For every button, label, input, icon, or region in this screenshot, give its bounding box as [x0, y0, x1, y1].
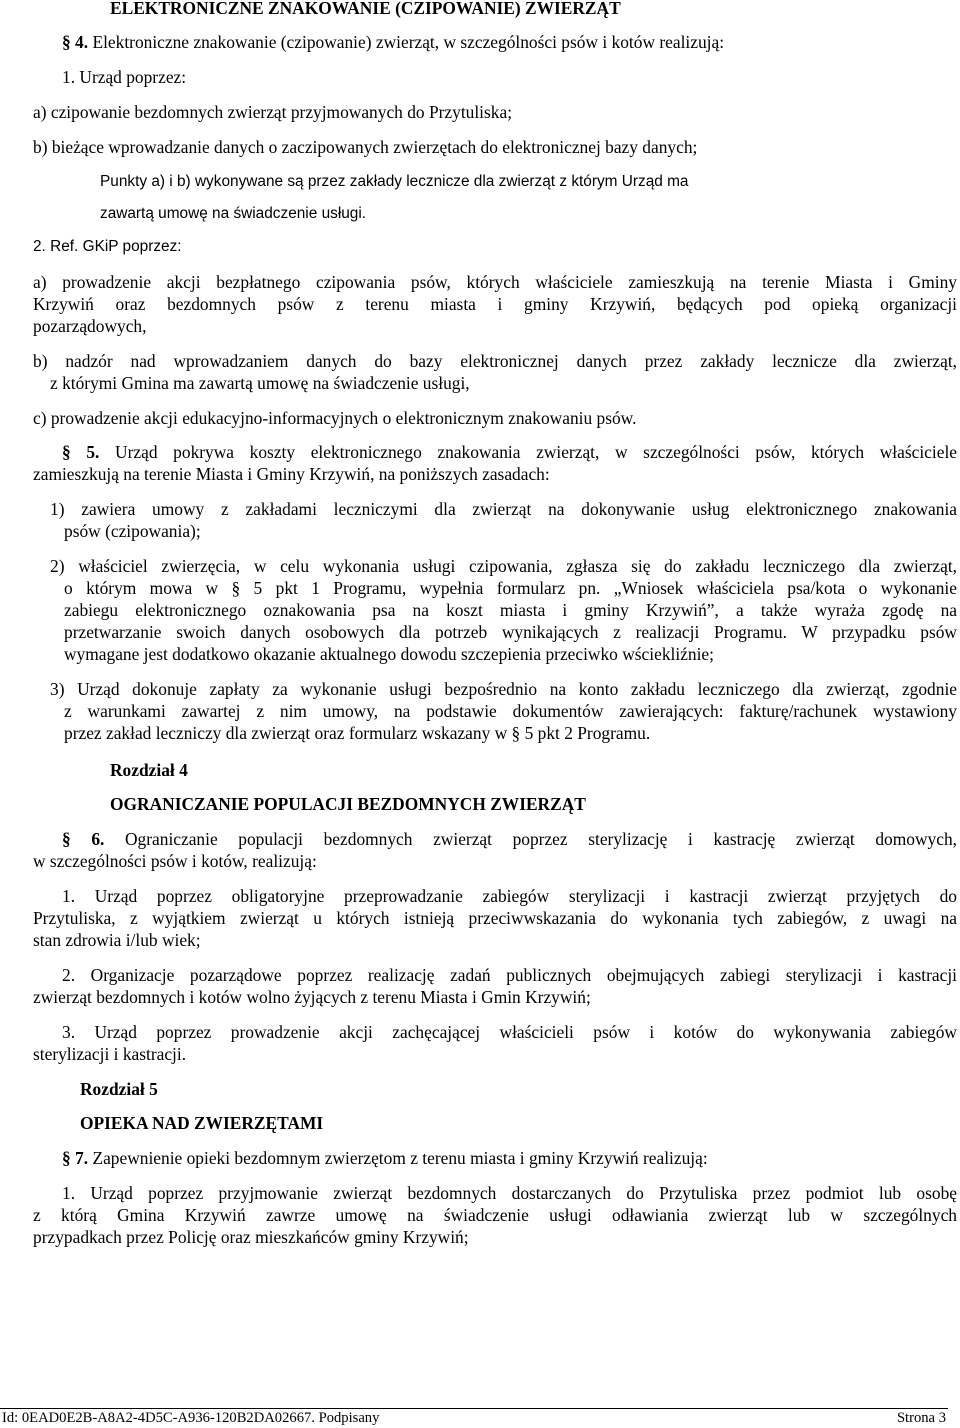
paragraph-text: w szczególności psów i kotów, realizują: — [33, 851, 317, 871]
note-text: Punkty a) i b) wykonywane są przez zakłady lecznicze dla zwierząt z którym Urząd ma — [100, 173, 689, 190]
list-item: z warunkami zawartej z nim umowy, na podstawie dokumentów zawierających: fakturę/rachunek wystawiony — [64, 701, 957, 721]
list-item: 3. Urząd poprzez prowadzenie akcji zachęcającej właścicieli psów i kotów do wykonywania zabiegów — [62, 1022, 957, 1042]
paragraph-number: 7. — [75, 1148, 89, 1168]
list-item: a) prowadzenie akcji bezpłatnego czipowania psów, których właściciele zamieszkują na terenie Miasta i Gminy — [33, 272, 957, 292]
list-item: 2. Organizacje pozarządowe poprzez realizację zadań publicznych obejmujących zabiegi sterylizacji i kastracji — [62, 965, 957, 985]
list-item: 2) właściciel zwierzęcia, w celu wykonania usługi czipowania, zgłasza się do zakładu leczniczego dla zwierząt, — [50, 556, 957, 576]
paragraph-5-intro: § 5. Urząd pokrywa koszty elektronicznego znakowania zwierząt, w szczególności psów, których właściciele — [62, 442, 957, 462]
paragraph-text: Zapewnienie opieki bezdomnym zwierzętom z terenu miasta i gminy Krzywiń realizują: — [92, 1148, 708, 1168]
list-item: wymagane jest dodatkowo okazanie aktualnego dowodu szczepienia przeciwko wściekliźnie; — [64, 644, 714, 664]
paragraph-6-intro: § 6. Ograniczanie populacji bezdomnych zwierząt poprzez sterylizację i kastrację zwierząt domowych, — [62, 829, 957, 849]
note-text: zawartą umowę na świadczenie usługi. — [100, 205, 367, 222]
list-item: psów (czipowania); — [64, 521, 201, 541]
list-item: pozarządowych, — [33, 316, 147, 336]
paragraph-number: 4. — [75, 32, 89, 52]
list-item: sterylizacji i kastracji. — [33, 1044, 187, 1064]
list-item: z którą Gmina Krzywiń zawrze umowę na świadczenie usługi odławiania zwierząt lub w szczególnych — [33, 1205, 957, 1225]
list-item: Krzywiń oraz bezdomnych psów z terenu miasta i gminy Krzywiń, będących pod opieką organizacji — [33, 294, 957, 314]
list-item: stan zdrowia i/lub wiek; — [33, 930, 201, 950]
list-item: przypadkach przez Policję oraz mieszkańców gminy Krzywiń; — [33, 1227, 469, 1247]
chapter-title: OGRANICZANIE POPULACJI BEZDOMNYCH ZWIERZĄT — [110, 794, 586, 814]
list-item: b) bieżące wprowadzanie danych o zaczipowanych zwierzętach do elektronicznej bazy danych; — [33, 137, 698, 157]
list-item: z którymi Gmina ma zawartą umowę na świadczenie usługi, — [50, 373, 470, 393]
chapter-label: Rozdział 5 — [80, 1079, 158, 1099]
paragraph-number: § — [62, 32, 76, 52]
document-id: Id: 0EAD0E2B-A8A2-4D5C-A936-120B2DA02667. Podpisany — [2, 1410, 380, 1426]
paragraph-7-title: § 7. Zapewnienie opieki bezdomnym zwierzętom z terenu miasta i gminy Krzywiń realizują: — [62, 1148, 708, 1168]
page-number: Strona 3 — [896, 1410, 946, 1426]
chapter-label: Rozdział 4 — [110, 760, 188, 780]
list-item: Przytuliska, z wyjątkiem zwierząt u których istnieją przeciwwskazania do wykonania tych zabiegów, z uwagi na — [33, 908, 957, 928]
list-item: c) prowadzenie akcji edukacyjno-informacyjnych o elektronicznym znakowaniu psów. — [33, 408, 637, 428]
list-item: a) czipowanie bezdomnych zwierząt przyjmowanych do Przytuliska; — [33, 102, 513, 122]
paragraph-text: zamieszkują na terenie Miasta i Gminy Krzywiń, na poniższych zasadach: — [33, 464, 550, 484]
paragraph-text: Ograniczanie populacji bezdomnych zwierząt poprzez sterylizację i kastrację zwierząt domowych, — [124, 829, 957, 849]
section-heading: ELEKTRONICZNE ZNAKOWANIE (CZIPOWANIE) ZWIERZĄT — [110, 0, 621, 18]
list-item: 1) zawiera umowy z zakładami leczniczymi dla zwierząt na dokonywanie usług elektronicznego znakowania — [50, 499, 957, 519]
paragraph-4-title — [62, 31, 724, 53]
paragraph-text: Elektroniczne znakowanie (czipowanie) zwierząt, w szczególności psów i kotów realizują: — [92, 32, 725, 52]
list-item: zwierząt bezdomnych i kotów wolno żyjących z terenu Miasta i Gmin Krzywiń; — [33, 987, 591, 1007]
list-item: przetwarzanie swoich danych osobowych dla potrzeb wynikających z realizacji Programu. W przypadku psów — [64, 622, 957, 642]
list-item: b) nadzór nad wprowadzaniem danych do bazy elektronicznej danych przez zakłady lecznicze dla zwierząt, — [33, 351, 957, 371]
list-item: o którym mowa w § 5 pkt 1 Programu, wypełnia formularz pn. „Wniosek właściciela psa/kota o wykonanie — [64, 578, 957, 598]
list-item: 2. Ref. GKiP poprzez: — [33, 238, 182, 255]
list-item: 1. Urząd poprzez: — [62, 67, 187, 87]
list-item: 1. Urząd poprzez przyjmowanie zwierząt bezdomnych dostarczanych do Przytuliska przez podmiot lub osobę — [62, 1183, 957, 1203]
list-item: przez zakład leczniczy dla zwierząt oraz formularz wskazany w § 5 pkt 2 Programu. — [64, 723, 651, 743]
paragraph-number: 6. — [91, 829, 105, 849]
list-item: 1. Urząd poprzez obligatoryjne przeprowadzanie zabiegów sterylizacji i kastracji zwierząt przyjętych do — [62, 886, 957, 906]
paragraph-number: 5. — [86, 442, 100, 462]
list-item: 3) Urząd dokonuje zapłaty za wykonanie usługi bezpośrednio na konto zakładu leczniczego dla zwierząt, zgodnie — [50, 679, 957, 699]
paragraph-text: Urząd pokrywa koszty elektronicznego znakowania zwierząt, w szczególności psów, których właściciele — [115, 442, 957, 462]
list-item: zabiegu elektronicznego oznakowania psa na koszt miasta i gminy Krzywiń”, a także wyraża zgodę na — [64, 600, 957, 620]
chapter-title: OPIEKA NAD ZWIERZĘTAMI — [80, 1113, 324, 1133]
